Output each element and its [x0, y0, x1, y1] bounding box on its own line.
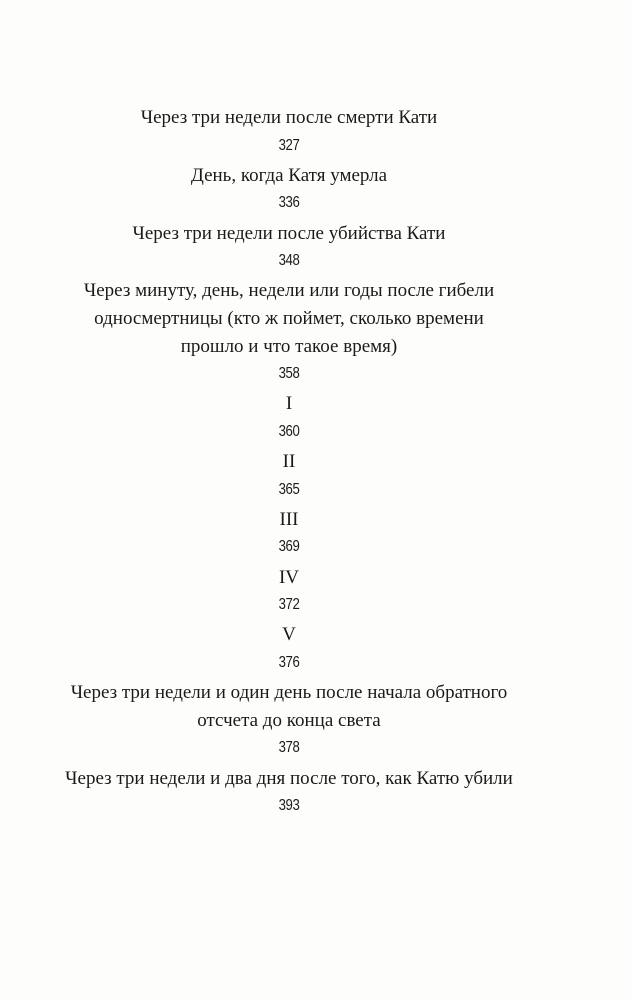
toc-entry-title: Через три недели и один день после начала обратного отсчета до конца света [70, 682, 508, 731]
toc-entry-page: 372 [278, 596, 300, 614]
toc-entry-title: Через три недели после смерти Кати [140, 107, 438, 128]
toc-entry [0, 220, 578, 275]
toc-entry [0, 277, 578, 387]
toc-entry-page: 376 [278, 654, 300, 672]
toc-entry-title: I [285, 393, 293, 415]
toc-entry-page: 360 [278, 422, 300, 440]
toc-entry [0, 104, 578, 159]
toc-entry [0, 679, 578, 762]
toc-entry [0, 162, 578, 217]
table-of-contents [0, 104, 578, 822]
toc-entry-page: 378 [278, 739, 300, 757]
toc-entry [0, 765, 578, 820]
toc-entry-page: 348 [278, 252, 300, 270]
toc-entry [0, 506, 578, 561]
toc-entry-page: 369 [278, 538, 300, 556]
toc-entry-page: 365 [278, 480, 300, 498]
toc-entry-title: Через минуту, день, недели или годы после гибели односмертницы (кто ж поймет, сколько времени прошло и что такое время) [83, 280, 495, 357]
toc-entry [0, 448, 578, 503]
toc-entry-title: II [282, 451, 296, 473]
toc-entry [0, 564, 578, 619]
toc-entry-title: III [279, 508, 299, 530]
toc-entry-title: День, когда Катя умерла [190, 164, 388, 186]
toc-entry-page: 393 [278, 797, 300, 815]
toc-entry-page: 336 [278, 194, 300, 212]
toc-entry [0, 390, 578, 445]
toc-entry-title: Через три недели и два дня после того, как Катю убили [65, 767, 513, 789]
toc-entry-title: IV [278, 566, 300, 588]
toc-entry-title: V [282, 624, 296, 646]
toc-entry-title: Через три недели после убийства Кати [132, 222, 446, 244]
toc-entry-page: 327 [278, 136, 300, 154]
toc-entry-page: 358 [278, 365, 300, 383]
toc-entry [0, 621, 578, 676]
